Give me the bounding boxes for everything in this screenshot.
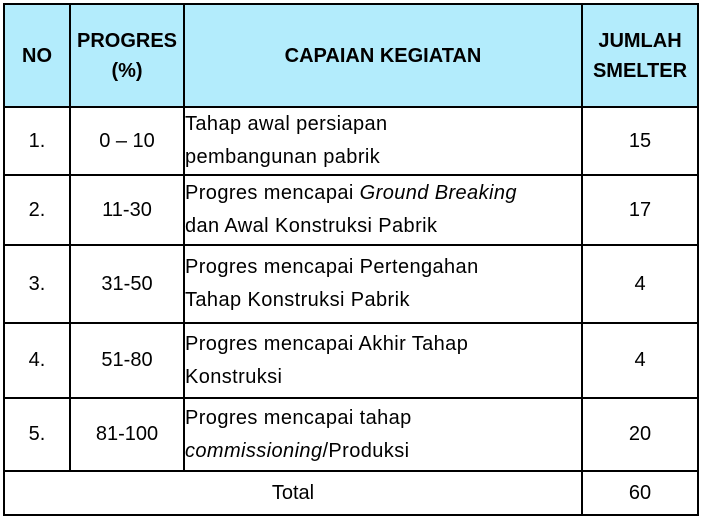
row-smelter-count: 20 [582,398,698,471]
table-row [4,398,698,471]
row-activity: Progres mencapai Akhir Tahap Konstruksi [184,323,582,398]
table-row [4,175,698,245]
table-row [4,323,698,398]
row-smelter-count: 4 [582,323,698,398]
row-activity: Progres mencapai Pertengahan Tahap Konstruksi Pabrik [184,245,582,323]
header-smelter-count: JUMLAH SMELTER [582,4,698,107]
row-number: 1. [4,107,70,175]
total-value: 60 [582,471,698,515]
row-smelter-count: 4 [582,245,698,323]
table-header [4,4,698,107]
row-activity: Tahap awal persiapan pembangunan pabrik [184,107,582,175]
header-row [4,4,698,107]
row-progress-range: 51-80 [70,323,184,398]
row-number: 2. [4,175,70,245]
row-activity: Progres mencapai tahap commissioning/Produksi [184,398,582,471]
row-number: 5. [4,398,70,471]
table-body [4,107,698,515]
total-label: Total [4,471,582,515]
total-row [4,471,698,515]
row-activity: Progres mencapai Ground Breaking dan Awal Konstruksi Pabrik [184,175,582,245]
header-activity: CAPAIAN KEGIATAN [184,4,582,107]
row-progress-range: 81-100 [70,398,184,471]
table-row [4,107,698,175]
table-row [4,245,698,323]
row-progress-range: 0 – 10 [70,107,184,175]
row-number: 4. [4,323,70,398]
row-progress-range: 31-50 [70,245,184,323]
smelter-progress-table [3,3,699,516]
row-smelter-count: 15 [582,107,698,175]
row-progress-range: 11-30 [70,175,184,245]
row-smelter-count: 17 [582,175,698,245]
header-no: NO [4,4,70,107]
header-progress: PROGRES (%) [70,4,184,107]
row-number: 3. [4,245,70,323]
